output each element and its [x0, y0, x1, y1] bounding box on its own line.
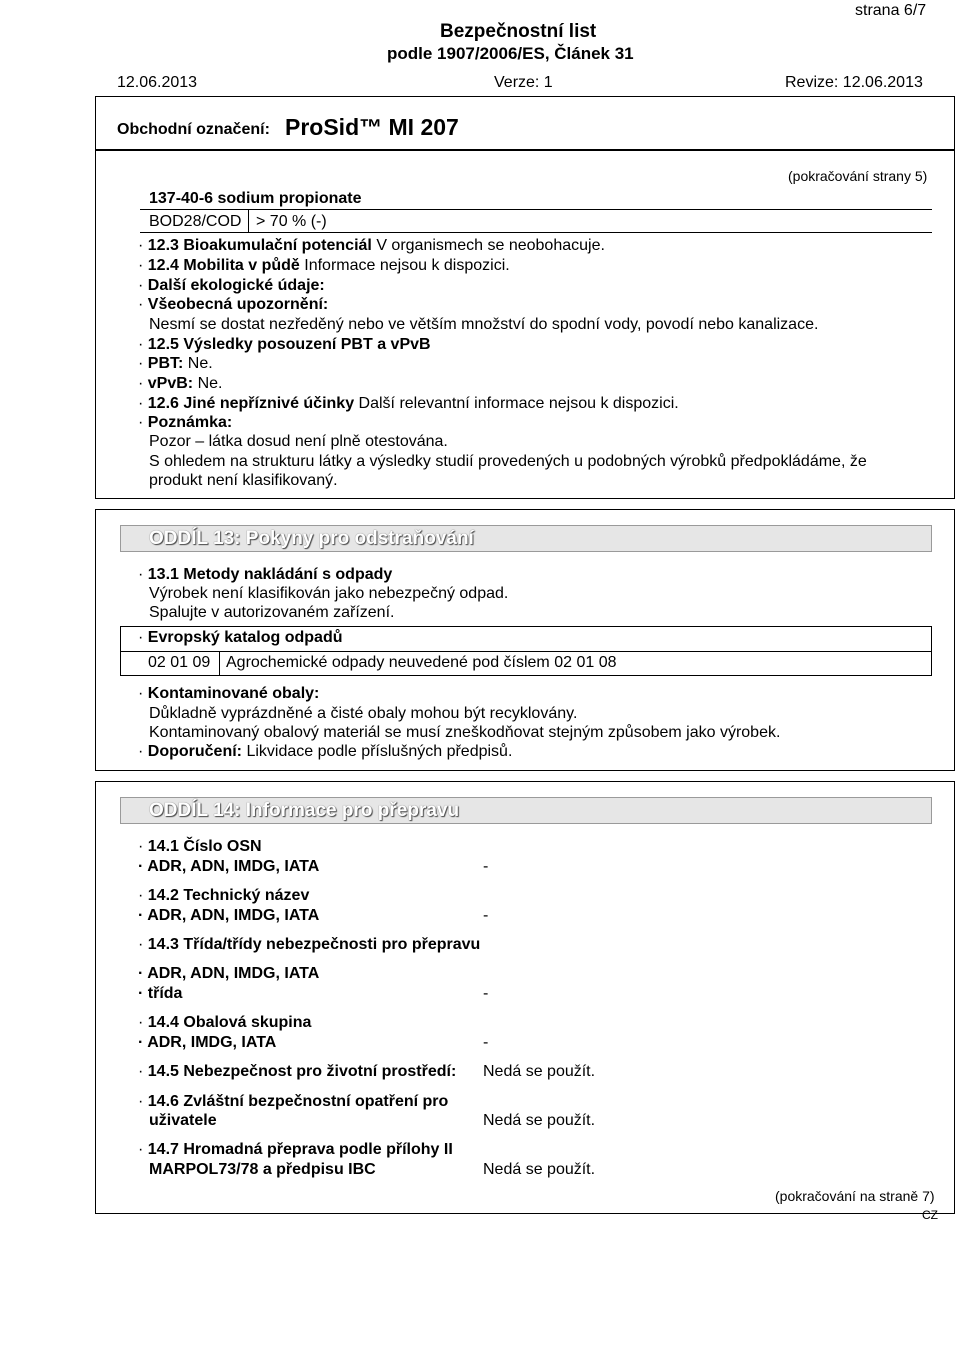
note-line-3: produkt není klasifikovaný. [149, 472, 338, 489]
env-hazard-label: 14.5 Nebezpečnost pro životní prostředí: [147, 1063, 457, 1080]
un-number-modes: ADR, ADN, IMDG, IATA [147, 858, 320, 875]
bulk-transport-value: Nedá se použít. [483, 1161, 596, 1178]
waste-code-divider [219, 651, 220, 675]
bulk-transport-label-2: MARPOL73/78 a předpisu IBC [149, 1161, 376, 1178]
hazard-class-label: 14.3 Třída/třídy nebezpečnosti pro přepravu [147, 936, 481, 953]
general-notes-text: Nesmí se dostat nezředěný nebo ve větším množství do spodní vody, povodí nebo kanalizace. [149, 316, 819, 333]
un-number-value: - [483, 858, 489, 875]
packing-group-label: 14.4 Obalová skupina [147, 1014, 312, 1031]
waste-description: Agrochemické odpady neuvedené pod číslem 02 01 08 [226, 654, 617, 671]
waste-code: 02 01 09 [148, 654, 211, 671]
eco-info-label: Další ekologické údaje: [147, 277, 325, 294]
vpvb-row: · vPvB: Ne. [138, 375, 223, 392]
section-14-title: ODDÍL 14: Informace pro přepravu [149, 800, 460, 821]
pbt-value: Ne. [187, 355, 213, 372]
document-version: Verze: 1 [494, 74, 553, 91]
section-14-header [120, 797, 932, 824]
note-line-1: Pozor – látka dosud není plně otestována. [149, 433, 448, 450]
bod-label: BOD28/COD [149, 213, 242, 230]
trade-name: ProSid™ MI 207 [285, 114, 459, 140]
recommendation-row: · Doporučení: Likvidace podle příslušných předpisů. [138, 743, 513, 760]
pbt-row: · PBT: Ne. [138, 355, 213, 372]
disposal-methods-label: 13.1 Metody nakládání s odpady [147, 566, 393, 583]
document-subtitle: podle 1907/2006/ES, Článek 31 [387, 44, 634, 63]
class-label: třída [147, 985, 183, 1002]
other-effects-text: Další relevantní informace nejsou k dispozici. [358, 395, 679, 412]
bulk-transport-row: · 14.7 Hromadná přeprava podle přílohy II [138, 1141, 453, 1158]
packing-group-modes: ADR, IMDG, IATA [147, 1034, 277, 1051]
section-13-header [120, 525, 932, 552]
waste-catalog-divider [121, 651, 931, 652]
mobility-text: Informace nejsou k dispozici. [304, 257, 510, 274]
mobility-label: 12.4 Mobilita v půdě [147, 257, 300, 274]
trade-name-label: Obchodní označení: [117, 121, 270, 138]
contaminated-packaging-label: Kontaminované obaly: [147, 685, 320, 702]
technical-name-modes-row: · ADR, ADN, IMDG, IATA [138, 907, 320, 924]
special-precautions-value: Nedá se použít. [483, 1112, 596, 1129]
bod-value: > 70 % (-) [256, 213, 327, 230]
special-precautions-label-2: uživatele [149, 1112, 217, 1129]
recommendation-text: Likvidace podle příslušných předpisů. [246, 743, 513, 760]
document-title: Bezpečnostní list [440, 21, 597, 42]
continued-on: (pokračování na straně 7) [775, 1188, 935, 1204]
disposal-line-2: Spalujte v autorizovaném zařízení. [149, 604, 395, 621]
contaminated-packaging-row: · Kontaminované obaly: [138, 685, 320, 702]
waste-catalog-label: Evropský katalog odpadů [147, 629, 343, 646]
document-revision: Revize: 12.06.2013 [785, 74, 923, 91]
un-number-row: · 14.1 Číslo OSN [138, 838, 262, 855]
vpvb-label: vPvB: [147, 375, 194, 392]
bod-table [140, 209, 932, 233]
vpvb-value: Ne. [197, 375, 223, 392]
technical-name-modes: ADR, ADN, IMDG, IATA [147, 907, 320, 924]
bioaccumulation-row: · 12.3 Bioakumulační potenciál V organismech se neobohacuje. [138, 237, 605, 254]
note-label: Poznámka: [147, 414, 233, 431]
disposal-methods-row: · 13.1 Metody nakládání s odpady [138, 566, 393, 583]
special-precautions-label-1: 14.6 Zvláštní bezpečnostní opatření pro [147, 1093, 449, 1110]
env-hazard-row: · 14.5 Nebezpečnost pro životní prostředí: [138, 1063, 457, 1080]
pbt-heading-row: · 12.5 Výsledky posouzení PBT a vPvB [138, 336, 431, 353]
general-notes-row: · Všeobecná upozornění: [138, 296, 329, 313]
waste-catalog-label-row: · Evropský katalog odpadů [138, 629, 343, 646]
bulk-transport-label-1: 14.7 Hromadná přeprava podle přílohy II [147, 1141, 453, 1158]
packing-group-value: - [483, 1034, 489, 1051]
eco-info-row: · Další ekologické údaje: [138, 277, 325, 294]
continued-from: (pokračování strany 5) [788, 168, 928, 184]
substance-name: 137-40-6 sodium propionate [149, 190, 362, 207]
pbt-label: PBT: [147, 355, 184, 372]
disposal-line-1: Výrobek není klasifikován jako nebezpečný odpad. [149, 585, 509, 602]
packing-group-modes-row: · ADR, IMDG, IATA [138, 1034, 277, 1051]
technical-name-row: · 14.2 Technický název [138, 887, 310, 904]
hazard-class-modes: ADR, ADN, IMDG, IATA [147, 965, 320, 982]
section-13-title: ODDÍL 13: Pokyny pro odstraňování [149, 528, 474, 549]
note-line-2: S ohledem na strukturu látky a výsledky studií provedených u podobných výrobků předpokládáme, že [149, 453, 867, 470]
bod-divider [248, 210, 249, 232]
mobility-row: · 12.4 Mobilita v půdě Informace nejsou k dispozici. [138, 257, 510, 274]
waste-catalog-table [120, 626, 932, 676]
technical-name-value: - [483, 907, 489, 924]
packaging-line-2: Kontaminovaný obalový materiál se musí zneškodňovat stejným způsobem jako výrobek. [149, 724, 781, 741]
general-notes-label: Všeobecná upozornění: [147, 296, 329, 313]
env-hazard-value: Nedá se použít. [483, 1063, 596, 1080]
class-row: · třída [138, 985, 183, 1002]
recommendation-label: Doporučení: [147, 743, 242, 760]
un-number-modes-row: · ADR, ADN, IMDG, IATA [138, 858, 320, 875]
un-number-label: 14.1 Číslo OSN [147, 838, 262, 855]
bioaccumulation-label: 12.3 Bioakumulační potenciál [147, 237, 372, 254]
packing-group-row: · 14.4 Obalová skupina [138, 1014, 312, 1031]
technical-name-label: 14.2 Technický název [147, 887, 310, 904]
special-precautions-row: · 14.6 Zvláštní bezpečnostní opatření pro [138, 1093, 449, 1110]
other-effects-label: 12.6 Jiné nepříznivé účinky [147, 395, 355, 412]
hazard-class-modes-row: · ADR, ADN, IMDG, IATA [138, 965, 320, 982]
packaging-line-1: Důkladně vyprázdněné a čisté obaly mohou být recyklovány. [149, 705, 578, 722]
class-value: - [483, 985, 489, 1002]
hazard-class-row: · 14.3 Třída/třídy nebezpečnosti pro přepravu [138, 936, 481, 953]
page-number: strana 6/7 [855, 2, 927, 19]
pbt-heading: 12.5 Výsledky posouzení PBT a vPvB [147, 336, 431, 353]
document-date: 12.06.2013 [117, 74, 198, 91]
language-code: CZ [922, 1208, 938, 1222]
trade-name-box [95, 96, 955, 150]
note-row: · Poznámka: [138, 414, 233, 431]
other-effects-row: · 12.6 Jiné nepříznivé účinky Další relevantní informace nejsou k dispozici. [138, 395, 679, 412]
bioaccumulation-text: V organismech se neobohacuje. [376, 237, 605, 254]
